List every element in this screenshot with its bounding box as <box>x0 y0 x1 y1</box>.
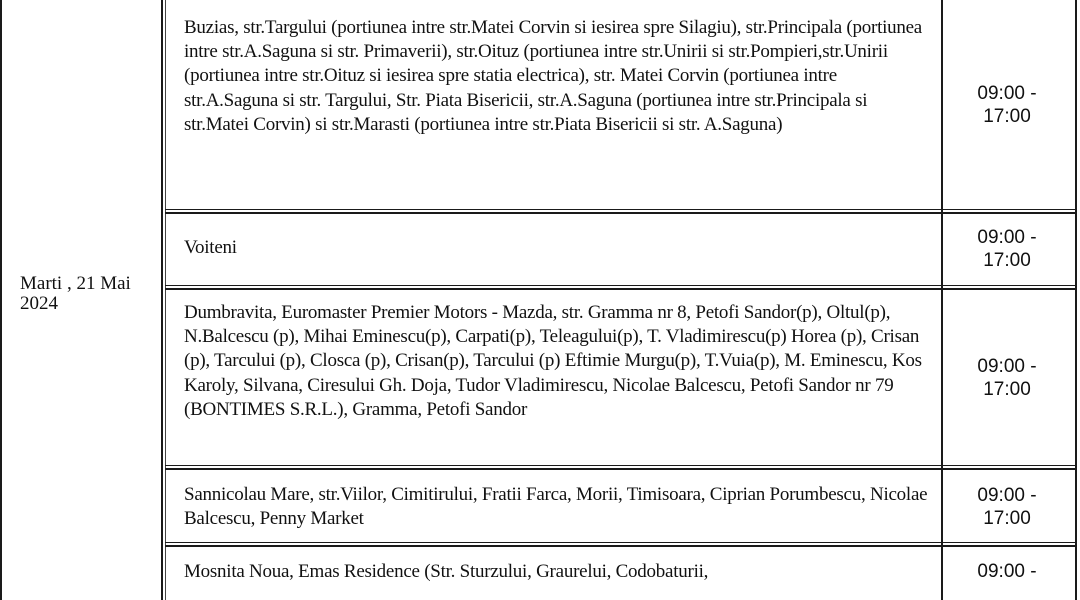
row-time <box>944 82 1070 128</box>
time-start: 09:00 - <box>977 83 1037 104</box>
row-time <box>944 484 1070 530</box>
row-divider <box>165 465 1077 466</box>
row-locations: Sannicolau Mare, str.Viilor, Cimitirului, Fratii Farca, Morii, Timisoara, Ciprian Porumbescu, Nicolae Balcescu, Penny Market <box>184 484 928 530</box>
table-border-right <box>1075 0 1077 600</box>
time-end: 17:00 <box>983 106 1031 127</box>
row-time <box>944 355 1070 401</box>
time-start: 09:00 - <box>977 227 1037 248</box>
time-end: 17:00 <box>983 379 1031 400</box>
row-divider <box>165 542 1077 543</box>
time-end: 17:00 <box>983 250 1031 271</box>
row-divider <box>165 209 1077 210</box>
row-divider <box>165 212 1077 214</box>
time-column-divider <box>941 0 943 600</box>
row-locations: Voiteni <box>184 237 237 258</box>
time-start: 09:00 - <box>977 561 1037 582</box>
row-divider <box>165 288 1077 290</box>
time-end: 17:00 <box>983 508 1031 529</box>
time-start: 09:00 - <box>977 485 1037 506</box>
inner-column-divider <box>165 0 166 600</box>
row-divider <box>165 285 1077 286</box>
table-border-left <box>0 0 2 600</box>
time-start: 09:00 - <box>977 356 1037 377</box>
row-divider <box>165 545 1077 547</box>
row-time <box>944 560 1070 583</box>
row-divider <box>165 468 1077 470</box>
row-time <box>944 226 1070 272</box>
row-locations: Buzias, str.Targului (portiunea intre str.Matei Corvin si iesirea spre Silagiu), str.Principala (portiunea intre str.A.Saguna si str. Primaverii), str.Oituz (portiunea intre str.Unirii si str.Pompieri,str.Unirii (portiunea intre str.Oituz si iesirea spre statia electrica), str. Matei Corvin (portiunea intre str.A.Saguna si str. Targului, Str. Piata Bisericii, str.A.Saguna (portiunea intre str.Principala si str.Matei Corvin) si str.Marasti (portiunea intre str.Piata Bisericii si str. A.Saguna) <box>184 17 922 135</box>
date-cell: Marti , 21 Mai 2024 <box>20 273 131 314</box>
row-locations: Dumbravita, Euromaster Premier Motors - Mazda, str. Gramma nr 8, Petofi Sandor(p), Oltul(p), N.Balcescu (p), Mihai Eminescu(p), Carpati(p), Teleagului(p), T. Vladimirescu(p) Horea (p), Crisan (p), Tarcului (p), Closca (p), Crisan(p), Tarcului (p) Eftimie Murgu(p), T.Vuia(p), M. Eminescu, Kos Karoly, Silvana, Ciresului Gh. Doja, Tudor Vladimirescu, Nicolae Balcescu, Petofi Sandor nr 79 (BONTIMES S.R.L.), Gramma, Petofi Sandor <box>184 302 922 420</box>
row-locations: Mosnita Noua, Emas Residence (Str. Sturzului, Graurelui, Codobaturii, <box>184 561 709 582</box>
